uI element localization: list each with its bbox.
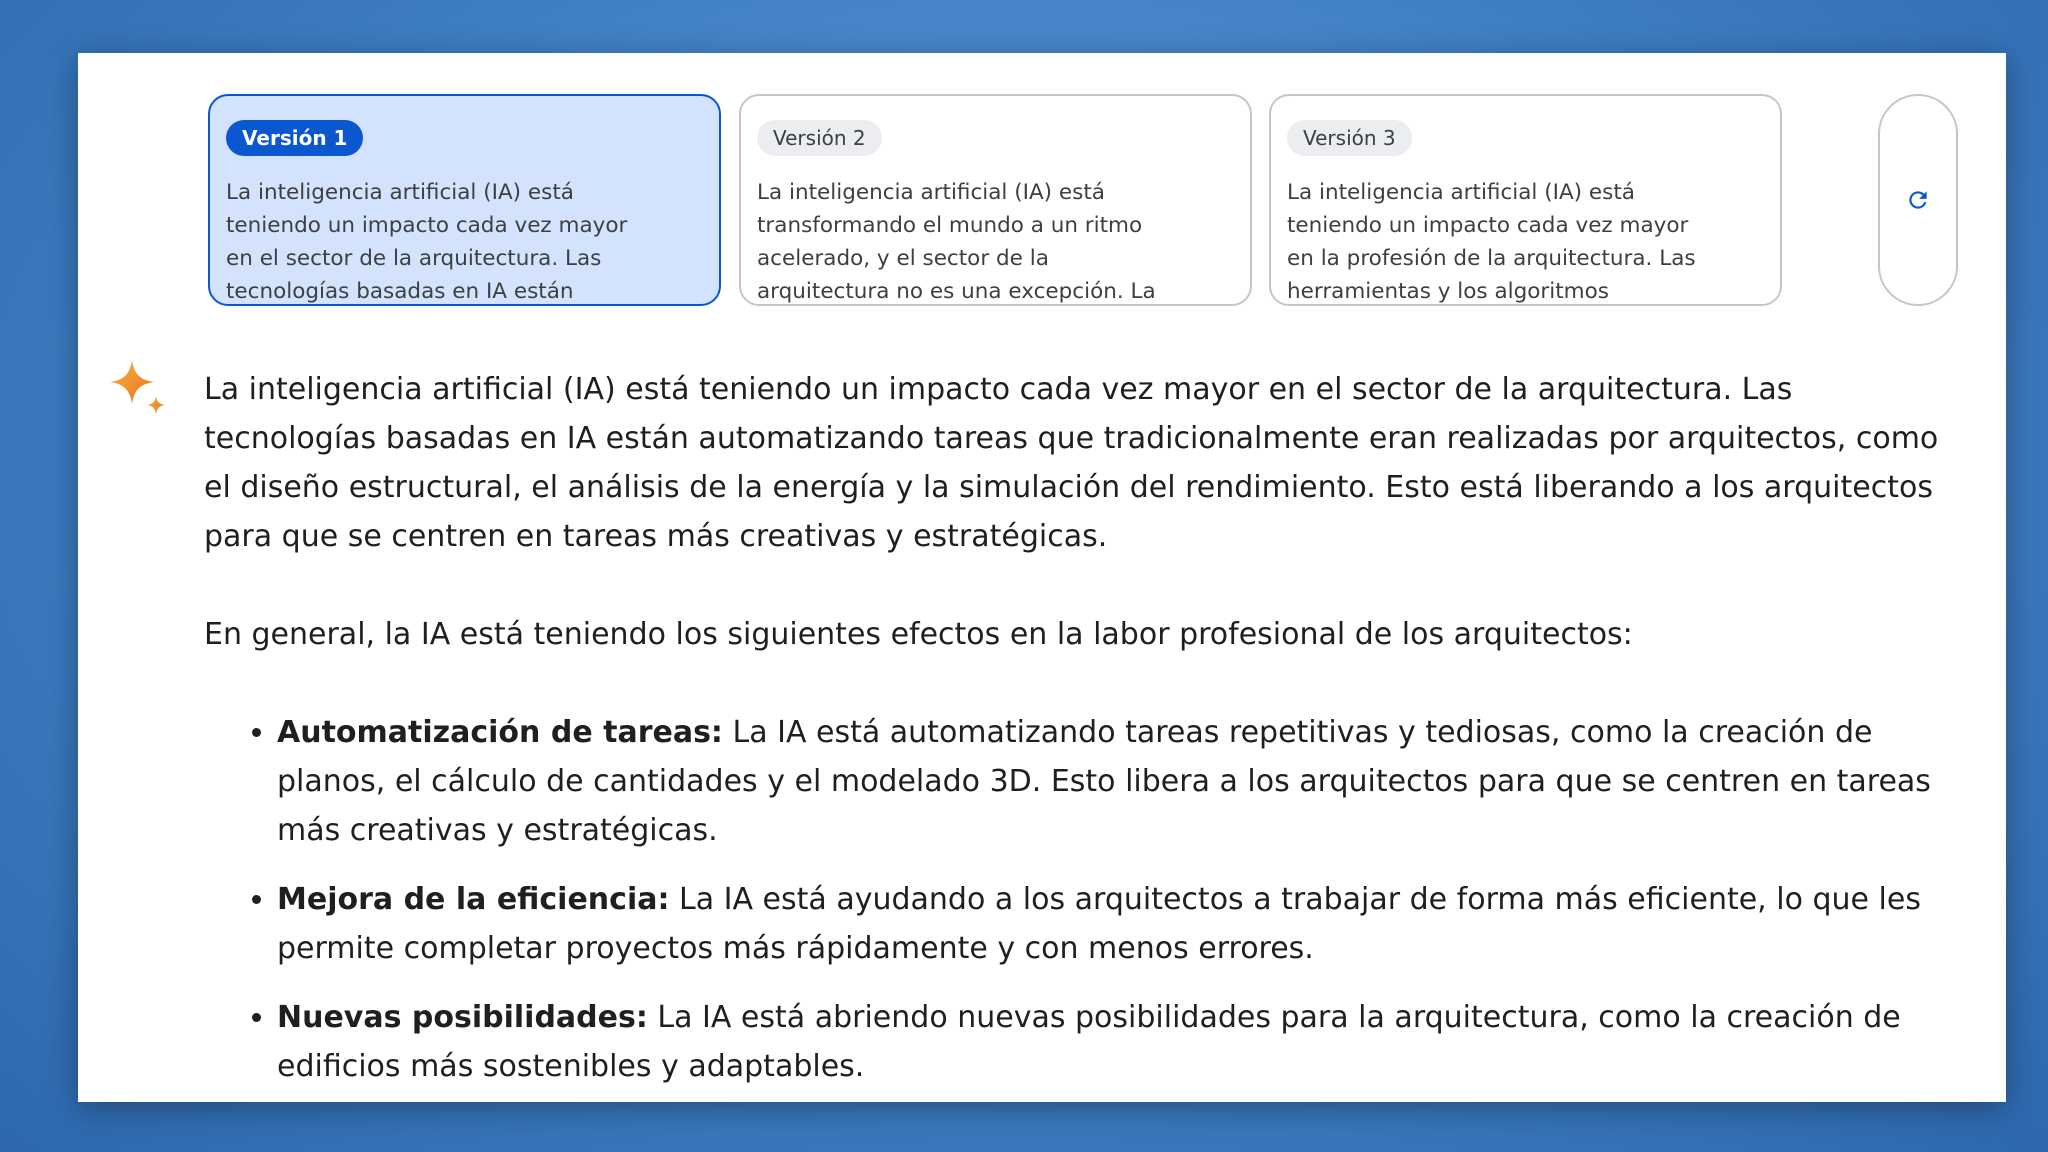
response-body xyxy=(204,365,1944,1102)
regenerate-drafts-button[interactable] xyxy=(1878,94,1958,306)
list-item-text: La IA está ayudando a los arquitectos a trabajar de forma más eficiente, lo que les permite completar proyectos más rápidamente y con menos errores. xyxy=(277,882,1921,966)
response-paragraph-2: En general, la IA está teniendo los siguientes efectos en la labor profesional de los arquitectos: xyxy=(204,617,1633,652)
list-item-title: Mejora de la eficiencia: xyxy=(277,882,670,917)
draft-card-1[interactable] xyxy=(208,94,721,306)
draft-versions xyxy=(208,94,1963,308)
draft-card-3[interactable] xyxy=(1269,94,1782,306)
list-item-text: La IA está abriendo nuevas posibilidades para la arquitectura, como la creación de edificios más sostenibles y adaptables. xyxy=(277,1000,1901,1084)
list-item xyxy=(277,993,1944,1091)
effects-list xyxy=(204,708,1944,1091)
draft-badge-2: Versión 2 xyxy=(757,120,882,156)
list-item xyxy=(277,708,1944,855)
sparkle-icon xyxy=(108,358,170,420)
draft-preview-3: La inteligencia artificial (IA) está teniendo un impacto cada vez mayor en la profesión de la arquitectura. Las herramientas y los algoritmos xyxy=(1287,180,1696,304)
response-paragraph-1: La inteligencia artificial (IA) está teniendo un impacto cada vez mayor en el sector de la arquitectura. Las tecnologías basadas en IA están automatizando tareas que tradicionalmente eran realizadas por arquitectos, como el diseño estructural, el análisis de la energía y la simulación del rendimiento. Esto está liberando a los arquitectos para que se centren en tareas más creativas y estratégicas. xyxy=(204,372,1939,554)
list-item xyxy=(277,875,1944,973)
refresh-icon xyxy=(1905,187,1931,213)
list-item-title: Nuevas posibilidades: xyxy=(277,1000,648,1035)
draft-preview-1: La inteligencia artificial (IA) está teniendo un impacto cada vez mayor en el sector de la arquitectura. Las tecnologías basadas en IA están xyxy=(226,180,628,304)
draft-badge-1: Versión 1 xyxy=(226,120,363,156)
draft-card-2[interactable] xyxy=(739,94,1252,306)
chat-panel xyxy=(78,53,2006,1102)
list-item-title: Automatización de tareas: xyxy=(277,715,723,750)
draft-preview-2: La inteligencia artificial (IA) está transformando el mundo a un ritmo acelerado, y el sector de la arquitectura no es una excepción. La xyxy=(757,180,1156,304)
list-item-text: La IA está automatizando tareas repetitivas y tediosas, como la creación de planos, el cálculo de cantidades y el modelado 3D. Esto libera a los arquitectos para que se centren en tareas más creativas y estratégicas. xyxy=(277,715,1931,848)
draft-badge-3: Versión 3 xyxy=(1287,120,1412,156)
